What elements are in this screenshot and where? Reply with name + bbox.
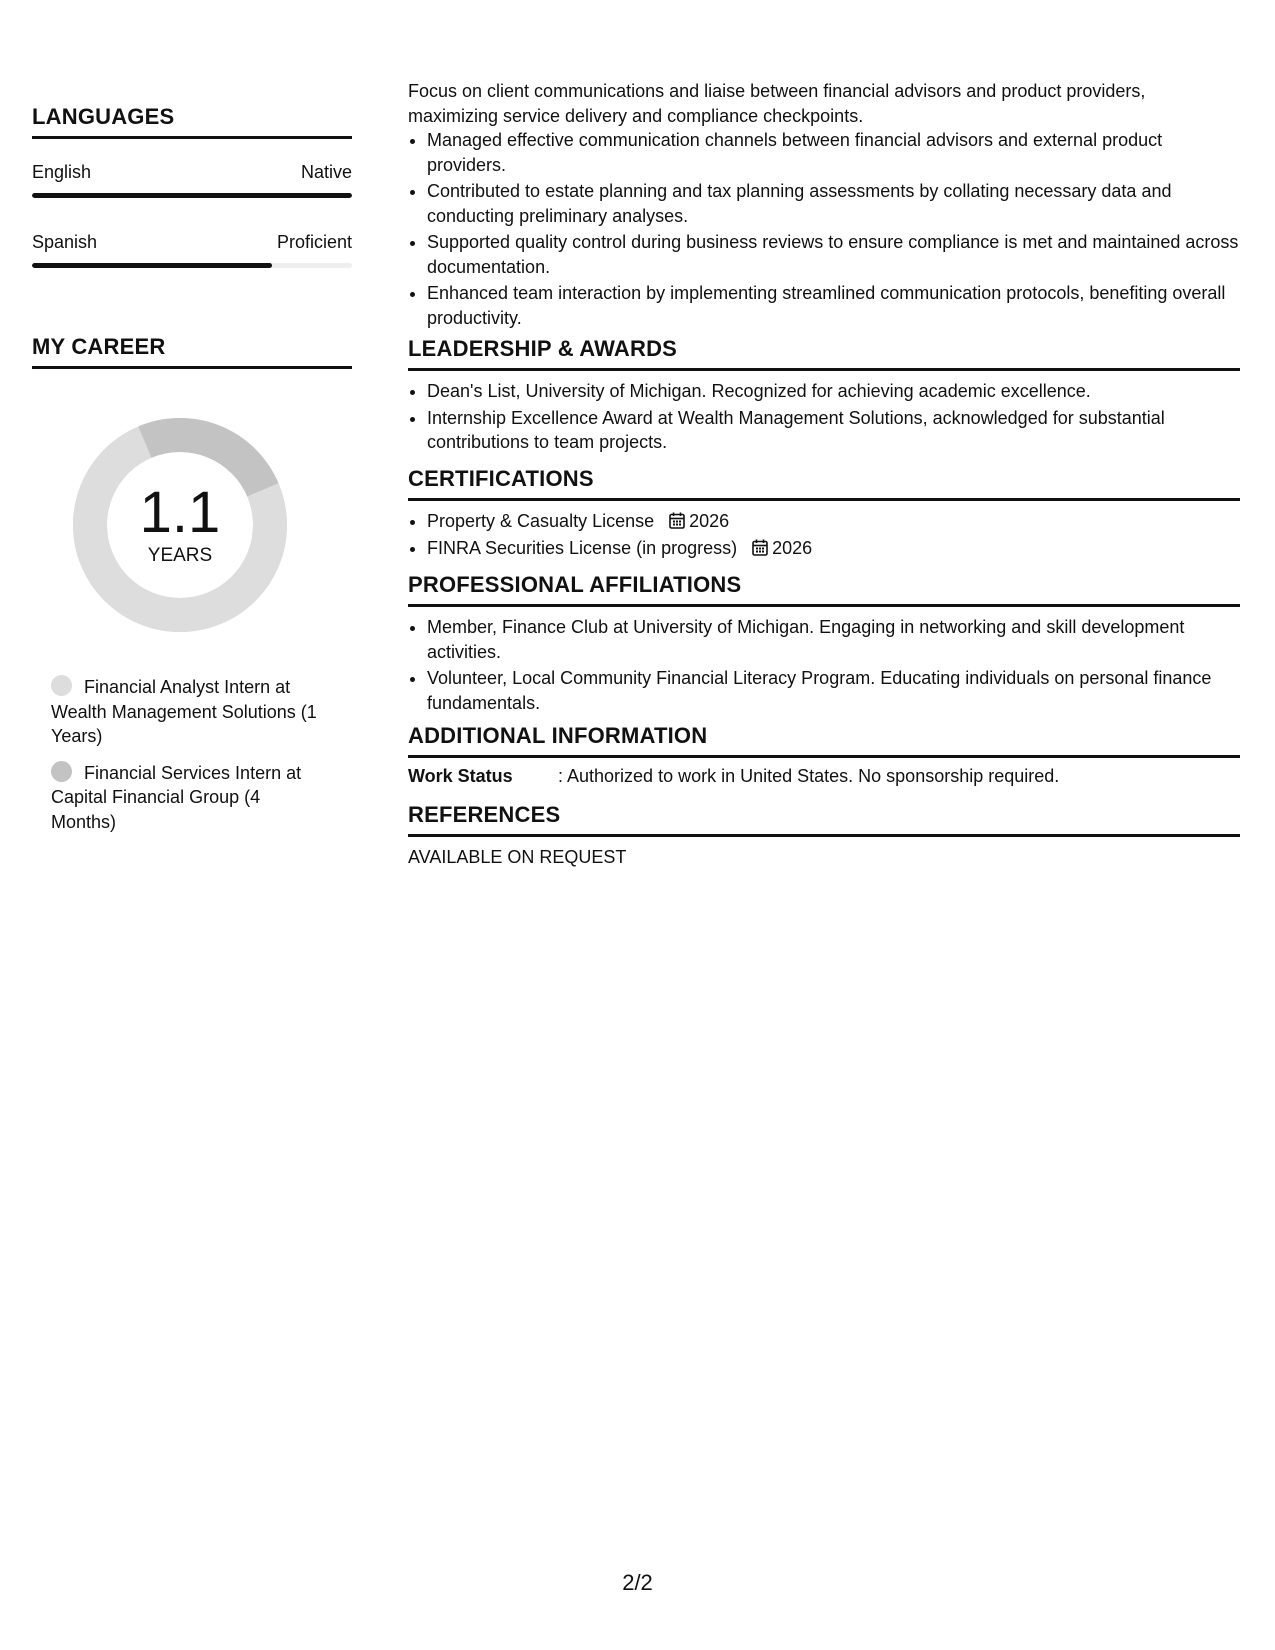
language-proficiency-fill <box>32 263 272 268</box>
certification-year: 2026 <box>689 511 730 531</box>
list-item: • Supported quality control during business reviews to ensure compliance is met and maintained across documentation. <box>427 230 1240 279</box>
certification-name: FINRA Securities License (in progress) <box>427 537 738 558</box>
experience-bullets <box>408 128 1240 330</box>
leadership-section <box>408 336 1240 457</box>
certification-item <box>427 536 1240 561</box>
certification-item <box>427 509 1240 534</box>
career-total-number: 1.1 <box>139 480 221 545</box>
languages-title: LANGUAGES <box>32 104 352 139</box>
languages-section <box>32 104 352 268</box>
career-total <box>66 480 294 567</box>
work-status-value: : Authorized to work in United States. No sponsorship required. <box>558 766 1060 786</box>
calendar-icon <box>752 539 768 556</box>
work-status-row <box>408 764 1240 788</box>
list-item: • Dean's List, University of Michigan. Recognized for achieving academic excellence. <box>427 379 1240 404</box>
certifications-section <box>408 466 1240 562</box>
language-proficiency-bar <box>32 263 352 268</box>
list-item: • Volunteer, Local Community Financial Literacy Program. Educating individuals on personal finance fundamentals. <box>427 666 1240 715</box>
career-section <box>32 334 352 846</box>
career-donut-chart <box>66 411 294 639</box>
language-level: Proficient <box>276 232 352 252</box>
work-status-label: Work Status <box>408 766 513 786</box>
references-title: REFERENCES <box>408 802 1240 837</box>
career-legend-label: Financial Services Intern at Capital Financial Group (4 Months) <box>51 762 302 832</box>
language-name: Spanish <box>32 232 98 252</box>
page-number: 2/2 <box>622 1570 653 1595</box>
career-legend-item <box>32 761 321 835</box>
affiliations-list <box>408 615 1240 715</box>
calendar-icon <box>669 512 685 529</box>
list-item: • Contributed to estate planning and tax planning assessments by collating necessary data and conducting preliminary analyses. <box>427 179 1240 228</box>
affiliations-title: PROFESSIONAL AFFILIATIONS <box>408 572 1240 607</box>
list-item: • Internship Excellence Award at Wealth Management Solutions, acknowledged for substantial contributions to team projects. <box>427 406 1240 455</box>
experience-summary: Focus on client communications and liaise between financial advisors and product providers, maximizing service delivery and compliance checkpoints. <box>408 81 1146 126</box>
language-level: Native <box>300 162 352 182</box>
additional-info-section <box>408 723 1240 788</box>
certification-year: 2026 <box>772 537 813 558</box>
language-item-english <box>32 161 352 198</box>
certifications-title: CERTIFICATIONS <box>408 466 1240 501</box>
additional-info-title: ADDITIONAL INFORMATION <box>408 723 1240 758</box>
language-proficiency-bar <box>32 193 352 198</box>
references-section <box>408 802 1240 870</box>
list-item: • Member, Finance Club at University of Michigan. Engaging in networking and skill development activities. <box>427 615 1240 664</box>
leadership-list <box>408 379 1240 455</box>
certifications-list <box>408 509 1240 560</box>
language-item-spanish <box>32 231 352 268</box>
affiliations-section <box>408 572 1240 717</box>
certification-date <box>669 509 729 534</box>
references-text: AVAILABLE ON REQUEST <box>408 847 627 867</box>
legend-dot-icon <box>51 675 72 696</box>
certification-name: Property & Casualty License <box>427 511 655 531</box>
list-item: • Enhanced team interaction by implementing streamlined communication protocols, benefiting overall productivity. <box>427 281 1240 330</box>
career-legend-item <box>32 675 321 749</box>
career-legend <box>32 675 352 834</box>
experience-continued <box>408 79 1240 332</box>
language-proficiency-fill <box>32 193 352 198</box>
certification-date <box>752 536 812 561</box>
language-name: English <box>32 162 92 182</box>
career-total-unit: YEARS <box>147 545 213 566</box>
legend-dot-icon <box>51 761 72 782</box>
list-item: • Managed effective communication channels between financial advisors and external product providers. <box>427 128 1240 177</box>
career-title: MY CAREER <box>32 334 352 369</box>
career-legend-label: Financial Analyst Intern at Wealth Management Solutions (1 Years) <box>51 677 317 746</box>
leadership-title: LEADERSHIP & AWARDS <box>408 336 1240 371</box>
